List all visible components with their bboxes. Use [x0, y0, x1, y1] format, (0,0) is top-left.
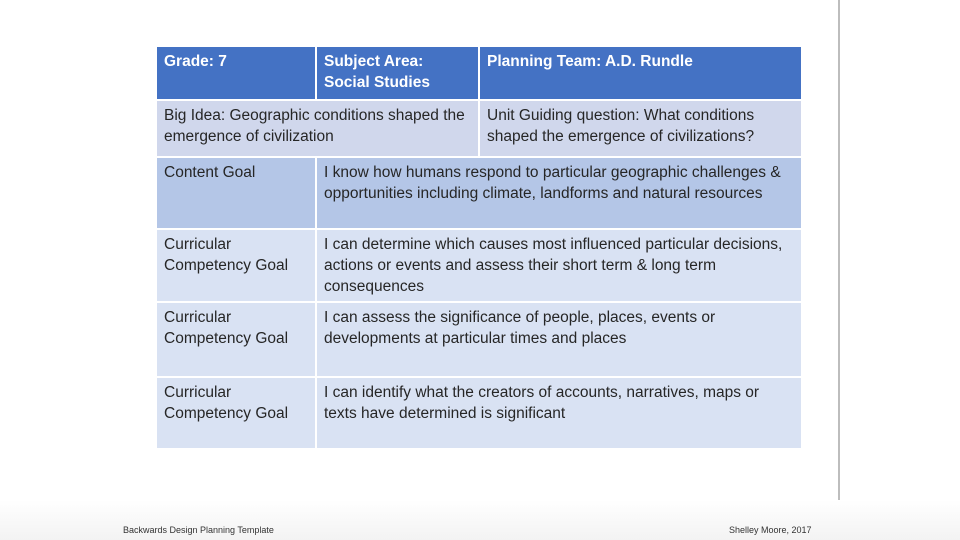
- content-goal-row: [156, 157, 802, 229]
- planning-table: [155, 45, 803, 450]
- goal-text: I can assess the significance of people, places, events or developments at particular times and places: [316, 302, 802, 377]
- big-idea-row: [156, 100, 802, 157]
- subject-area-value: Social Studies: [324, 74, 430, 91]
- goal-text: I can determine which causes most influenced particular decisions, actions or events and assess their short term & long term consequences: [316, 229, 802, 302]
- subject-area-label: Subject Area:: [324, 53, 424, 70]
- footer-template-title: Backwards Design Planning Template: [123, 525, 274, 535]
- goal-label: Curricular Competency Goal: [156, 377, 316, 449]
- planning-team-cell: Planning Team: A.D. Rundle: [479, 46, 802, 100]
- goal-text: I can identify what the creators of accounts, narratives, maps or texts have determined is significant: [316, 377, 802, 449]
- goal-text: I know how humans respond to particular geographic challenges & opportunities including climate, landforms and natural resources: [316, 157, 802, 229]
- unit-question-cell: Unit Guiding question: What conditions shaped the emergence of civilizations?: [479, 100, 802, 157]
- competency-goal-row: [156, 377, 802, 449]
- grade-cell: Grade: 7: [156, 46, 316, 100]
- subject-area-cell: [316, 46, 479, 100]
- goal-label: Content Goal: [156, 157, 316, 229]
- footer-credit: Shelley Moore, 2017: [729, 525, 812, 535]
- big-idea-cell: Big Idea: Geographic conditions shaped the emergence of civilization: [156, 100, 479, 157]
- goal-label: Curricular Competency Goal: [156, 229, 316, 302]
- slide-edge-line: [838, 0, 840, 540]
- competency-goal-row: [156, 229, 802, 302]
- header-row: [156, 46, 802, 100]
- goal-label: Curricular Competency Goal: [156, 302, 316, 377]
- competency-goal-row: [156, 302, 802, 377]
